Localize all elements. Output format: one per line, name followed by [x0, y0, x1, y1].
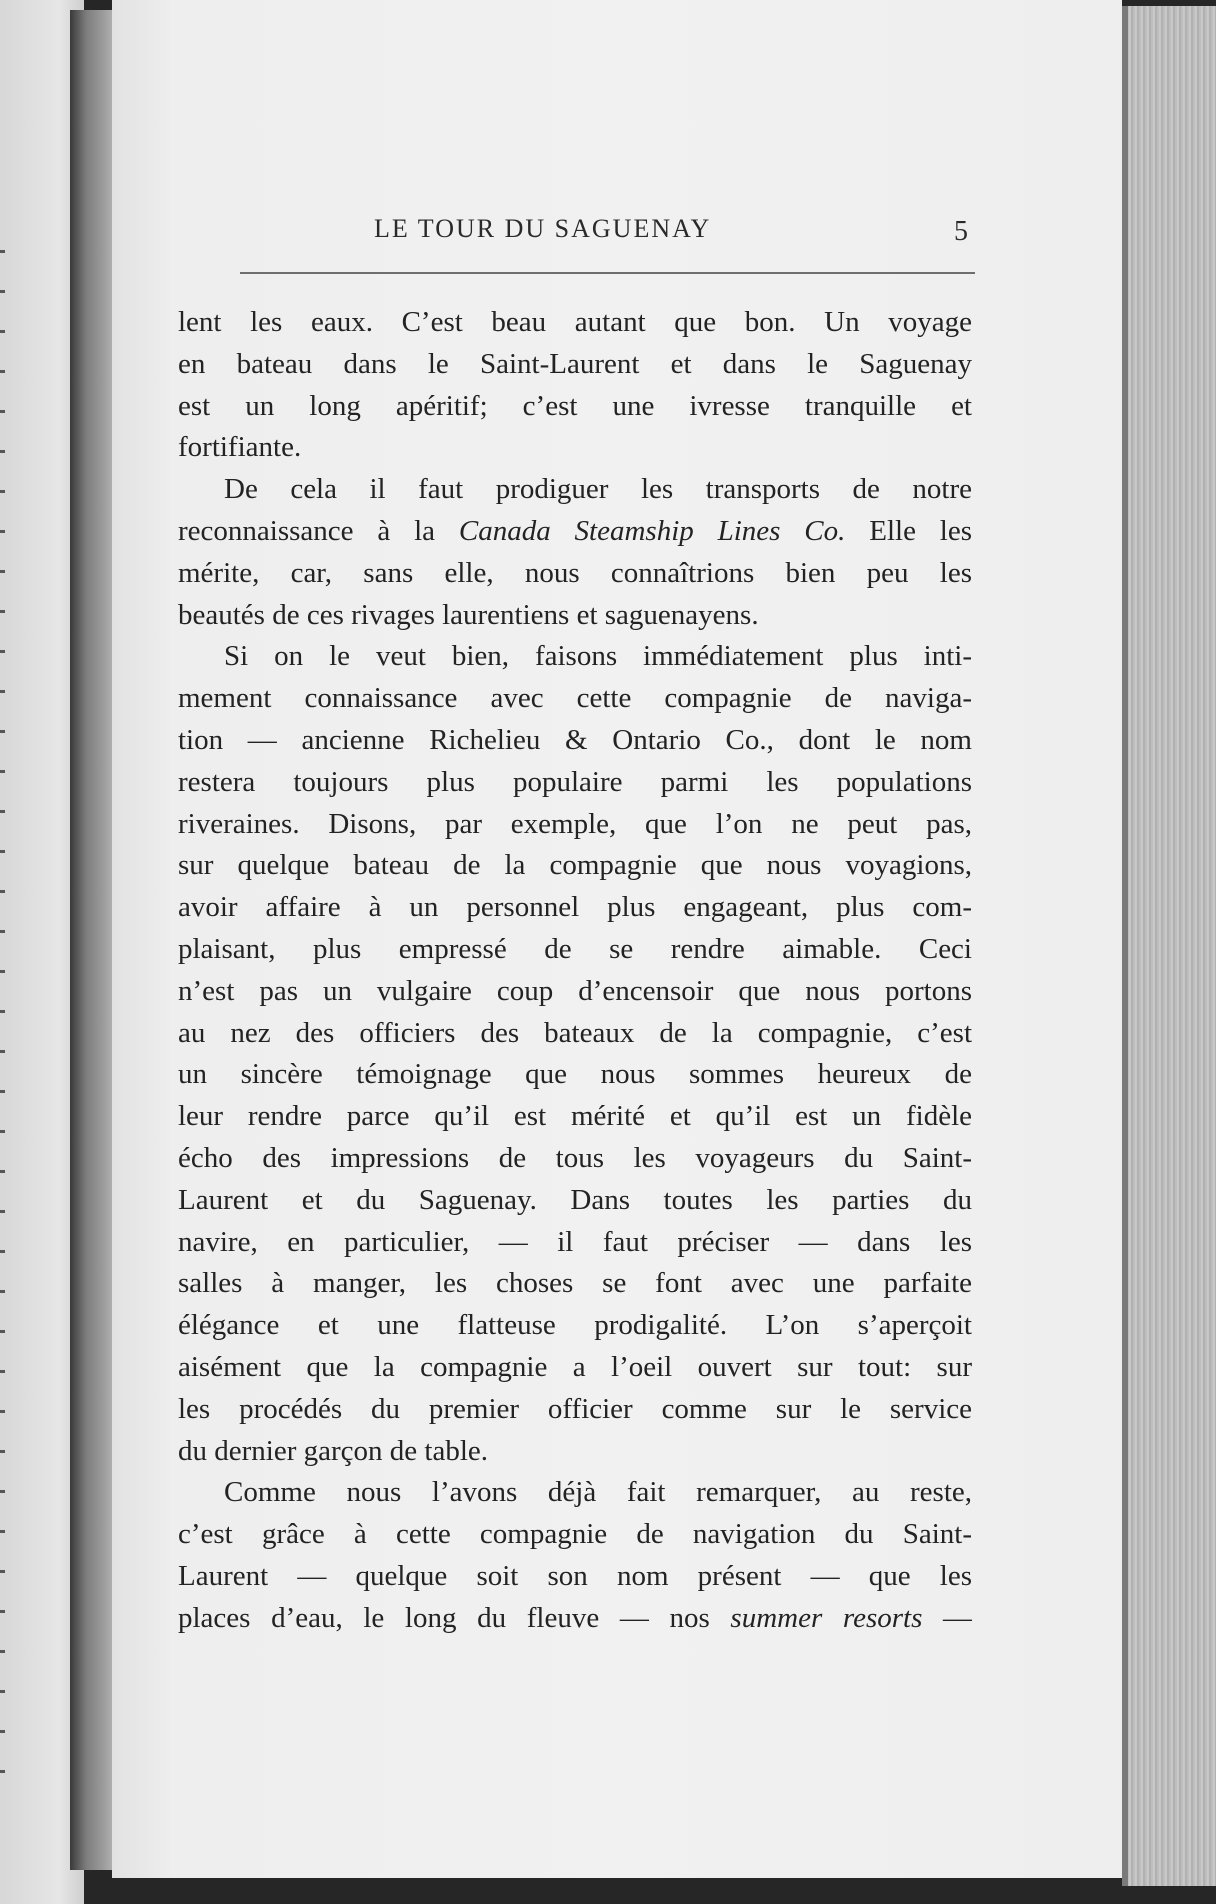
- text-segment: tion — ancienne Richelieu & Ontario Co., dont le nom: [178, 723, 972, 756]
- text-segment: riveraines. Disons, par exemple, que l’on ne peut pas,: [178, 807, 972, 840]
- text-segment: restera toujours plus populaire parmi les populations: [178, 765, 972, 798]
- text-segment: Si on le veut bien, faisons immédiatement plus inti-: [224, 640, 972, 673]
- text-line: [178, 1431, 972, 1473]
- text-segment: lent les eaux. C’est beau autant que bon. Un voyage: [178, 306, 972, 338]
- text-segment: De cela il faut prodiguer les transports de notre: [224, 473, 972, 506]
- text-segment: un sincère témoignage que nous sommes heureux de: [178, 1058, 972, 1091]
- text-segment: les procédés du premier officier comme sur le service: [178, 1392, 972, 1425]
- header-rule: [240, 272, 975, 274]
- text-segment: navire, en particulier, — il faut préciser — dans les: [178, 1225, 972, 1258]
- text-line: [178, 1556, 972, 1598]
- text-line: [178, 845, 972, 887]
- text-segment: c’est grâce à cette compagnie de navigation du Saint-: [178, 1518, 972, 1551]
- body-text: [178, 302, 972, 1640]
- text-line: [178, 511, 972, 553]
- page-edge-shadow: [1122, 6, 1128, 1886]
- text-segment: aisément que la compagnie a l’oeil ouvert sur tout: sur: [178, 1350, 972, 1383]
- text-segment: Laurent — quelque soit son nom présent — que les: [178, 1559, 972, 1592]
- text-line: [178, 678, 972, 720]
- text-segment: Laurent et du Saguenay. Dans toutes les parties du: [178, 1183, 972, 1216]
- text-line: [178, 1138, 972, 1180]
- text-line: [178, 720, 972, 762]
- text-segment: beautés de ces rivages laurentiens et saguenayens.: [178, 598, 759, 631]
- text-segment: en bateau dans le Saint-Laurent et dans le Saguenay: [178, 347, 972, 380]
- text-segment: reconnaissance à la: [178, 514, 459, 547]
- text-segment: au nez des officiers des bateaux de la compagnie, c’est: [178, 1016, 972, 1049]
- text-segment: sur quelque bateau de la compagnie que nous voyagions,: [178, 849, 972, 882]
- text-segment: salles à manger, les choses se font avec une parfaite: [178, 1267, 972, 1300]
- text-line: [178, 1054, 972, 1096]
- running-title: LE TOUR DU SAGUENAY: [374, 214, 712, 243]
- text-line: [178, 1013, 972, 1055]
- text-line: [178, 553, 972, 595]
- text-segment: —: [922, 1601, 972, 1634]
- text-line: [178, 929, 972, 971]
- text-line: [178, 469, 972, 511]
- text-line: [178, 887, 972, 929]
- text-segment: écho des impressions de tous les voyageurs du Saint-: [178, 1141, 972, 1174]
- text-line: [178, 762, 972, 804]
- text-segment: Elle les: [845, 514, 972, 547]
- text-segment: n’est pas un vulgaire coup d’encensoir que nous portons: [178, 974, 972, 1007]
- text-line: [178, 302, 972, 344]
- text-segment: Comme nous l’avons déjà fait remarquer, au reste,: [224, 1476, 972, 1509]
- text-segment: places d’eau, le long du fleuve — nos: [178, 1601, 731, 1634]
- text-segment: élégance et une flatteuse prodigalité. L’on s’aperçoit: [178, 1309, 972, 1342]
- text-line: [178, 636, 972, 678]
- text-segment: mement connaissance avec cette compagnie de naviga-: [178, 682, 972, 715]
- page-block-edge: [1122, 6, 1216, 1886]
- text-line: [178, 1347, 972, 1389]
- text-line: [178, 595, 972, 637]
- text-line: [178, 971, 972, 1013]
- text-segment: du dernier garçon de table.: [178, 1434, 488, 1467]
- text-segment: plaisant, plus empressé de se rendre aimable. Ceci: [178, 932, 972, 965]
- text-segment: fortifiante.: [178, 431, 302, 464]
- text-segment: est un long apéritif; c’est une ivresse tranquille et: [178, 389, 972, 422]
- italic-text: summer resorts: [730, 1601, 923, 1634]
- page-number: 5: [954, 216, 968, 247]
- italic-text: Canada Steamship Lines Co.: [458, 514, 846, 547]
- text-line: [178, 804, 972, 846]
- text-line: [178, 1096, 972, 1138]
- text-segment: mérite, car, sans elle, nous connaîtrions bien peu les: [178, 556, 972, 589]
- text-line: [178, 1389, 972, 1431]
- text-line: [178, 427, 972, 469]
- text-line: [178, 1180, 972, 1222]
- text-line: [178, 1222, 972, 1264]
- text-line: [178, 344, 972, 386]
- text-line: [178, 1305, 972, 1347]
- text-line: [178, 1472, 972, 1514]
- page-header: [112, 214, 1122, 254]
- text-line: [178, 1263, 972, 1305]
- text-segment: leur rendre parce qu’il est mérité et qu’il est un fidèle: [178, 1100, 972, 1133]
- text-line: [178, 1598, 972, 1640]
- text-segment: avoir affaire à un personnel plus engageant, plus com-: [178, 891, 972, 924]
- text-line: [178, 386, 972, 428]
- text-line: [178, 1514, 972, 1556]
